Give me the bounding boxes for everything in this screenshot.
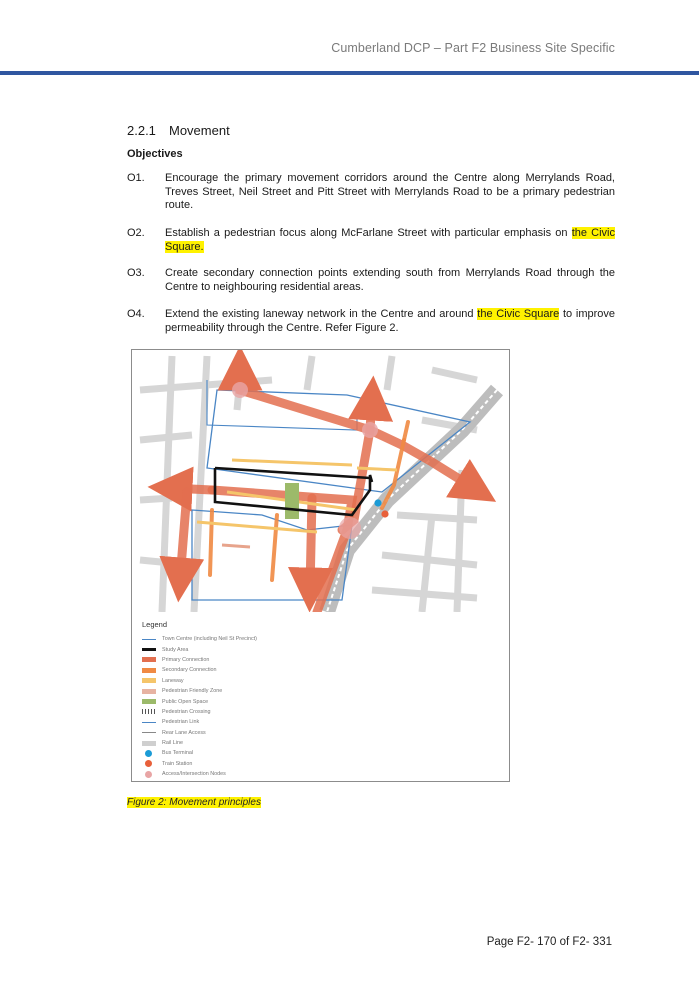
legend [142, 634, 257, 779]
legend-item [142, 769, 257, 779]
legend-label: Laneway [162, 677, 184, 684]
objective-text-part: Extend the existing laneway network in the Centre and around [165, 308, 478, 320]
legend-swatch [142, 678, 156, 683]
page-header-title: Cumberland DCP – Part F2 Business Site Specific [331, 41, 615, 55]
legend-swatch [142, 668, 156, 673]
page-number: Page F2- 170 of F2- 331 [486, 936, 612, 948]
objective-o2 [127, 227, 615, 254]
objective-label: O3. [127, 267, 145, 279]
objective-label: O4. [127, 308, 145, 320]
legend-item [142, 717, 257, 727]
legend-label: Pedestrian Friendly Zone [162, 688, 223, 695]
legend-item [142, 759, 257, 769]
section-title: Movement [169, 123, 230, 138]
legend-label: Primary Connection [162, 656, 210, 663]
figure-caption: Figure 2: Movement principles [127, 797, 261, 808]
legend-item [142, 644, 257, 654]
objective-text [165, 227, 615, 254]
legend-label: Pedestrian Link [162, 719, 200, 726]
legend-swatch [142, 732, 156, 733]
legend-item [142, 696, 257, 706]
legend-swatch [145, 771, 152, 778]
section-heading [127, 123, 230, 138]
objective-text: Encourage the primary movement corridors around the Centre along Merrylands Road, Treves Street, Neil Street and Pitt Street with Merrylands Road to be a primary pedestrian route. [165, 172, 615, 211]
legend-swatch [142, 639, 156, 640]
legend-item [142, 707, 257, 717]
intersection-node [232, 382, 248, 398]
legend-label: Town Centre (including Neil St Precinct) [162, 636, 257, 643]
movement-figure [131, 349, 510, 782]
legend-item [142, 676, 257, 686]
legend-item [142, 686, 257, 696]
legend-label: Secondary Connection [162, 667, 217, 674]
movement-map [132, 350, 509, 612]
section-number: 2.2.1 [127, 123, 156, 138]
objective-text-part: to improve permeability through the Centre. Refer Figure 2. [165, 308, 615, 334]
legend-swatch [142, 657, 156, 662]
legend-swatch [142, 689, 156, 694]
objective-text-part: Establish a pedestrian focus along McFarlane Street with particular emphasis on [165, 227, 572, 239]
legend-label: Rear Lane Access [162, 729, 206, 736]
legend-swatch [142, 699, 156, 704]
civic-square-open-space [285, 483, 299, 519]
legend-label: Train Station [162, 760, 193, 767]
intersection-node [339, 517, 361, 539]
legend-swatch [145, 750, 152, 757]
legend-label: Public Open Space [162, 698, 209, 705]
objective-text: Create secondary connection points extending south from Merrylands Road through the Centre to neighbouring residential areas. [165, 267, 615, 293]
pedestrian-link [222, 545, 250, 547]
highlighted-text: the Civic Square [477, 308, 560, 320]
legend-item [142, 655, 257, 665]
legend-swatch [145, 760, 152, 767]
legend-item [142, 634, 257, 644]
legend-title: Legend [142, 620, 168, 629]
train-station-marker [381, 510, 388, 517]
objective-o1 [127, 172, 615, 213]
legend-swatch [142, 709, 156, 714]
header-rule [0, 71, 699, 75]
objective-text [165, 308, 615, 335]
legend-item [142, 748, 257, 758]
legend-swatch [142, 648, 156, 650]
legend-label: Pedestrian Crossing [162, 708, 211, 715]
objectives-heading: Objectives [127, 148, 183, 160]
legend-item [142, 665, 257, 675]
legend-swatch [142, 741, 156, 746]
intersection-node [362, 422, 378, 438]
legend-item [142, 728, 257, 738]
legend-label: Access/Intersection Nodes [162, 771, 226, 778]
objective-o3 [127, 267, 615, 294]
objective-label: O1. [127, 172, 145, 184]
objective-o4 [127, 308, 615, 335]
legend-label: Study Area [162, 646, 189, 653]
legend-label: Rail Line [162, 740, 183, 747]
bus-terminal-marker [374, 499, 381, 506]
objective-label: O2. [127, 227, 145, 239]
legend-item [142, 738, 257, 748]
highlighted-text: the Civic Square. [165, 227, 615, 253]
legend-swatch [142, 722, 156, 723]
legend-label: Bus Terminal [162, 750, 194, 757]
